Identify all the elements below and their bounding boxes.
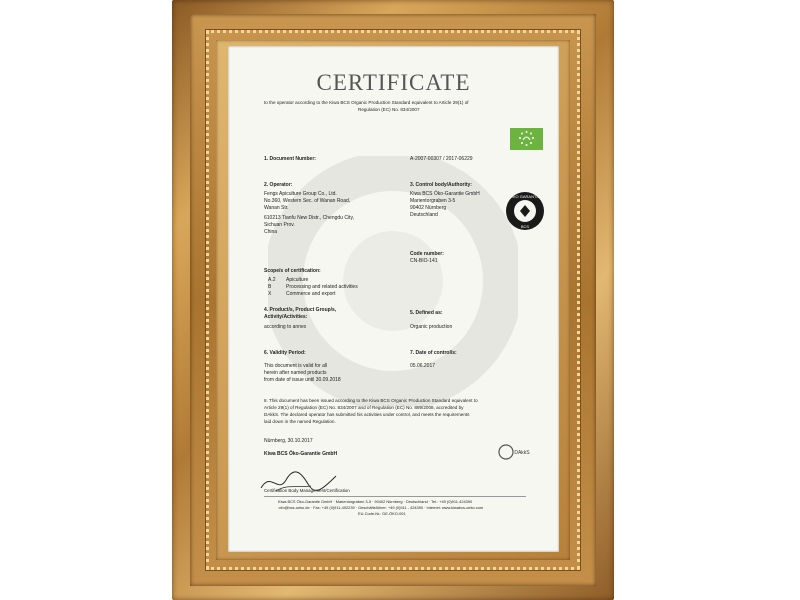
defined-as-label: 5. Defined as: <box>410 310 443 316</box>
subtitle-line-2: Regulation (EC) No. 834/2007 <box>358 107 420 112</box>
operator-line: China <box>264 229 278 235</box>
products-label-1: 4. Product/s, Product Group/s, <box>264 307 337 313</box>
operator-line: Wanan Str. <box>264 205 289 211</box>
control-date-label: 7. Date of control/s: <box>410 350 457 356</box>
scope-text: Commerce and export <box>286 291 336 297</box>
footer-divider <box>264 496 526 497</box>
code-number-value: CN-BIO-141 <box>410 258 438 264</box>
scope-code: X <box>268 291 272 297</box>
products-value: according to annex <box>264 324 307 330</box>
signature-caption: Certification Body Management/Certification <box>264 488 350 493</box>
seal-text: ÖKO GARANTIE <box>509 194 541 199</box>
control-date-value: 05.06.2017 <box>410 363 436 369</box>
eu-organic-logo <box>510 128 543 150</box>
control-body-line: 90402 Nürnberg <box>410 205 447 211</box>
oeko-garantie-seal <box>505 191 545 231</box>
doc-number-label: 1. Document Number: <box>264 156 316 162</box>
statement-line: laid down in the named Regulation. <box>264 419 336 424</box>
place-date: Nürnberg, 30.10.2017 <box>264 438 313 444</box>
operator-line: 610213 Tianfu New Distr., Chengdu City, <box>264 215 354 221</box>
scope-label: Scope/s of certification: <box>264 268 321 274</box>
footer-line: EU-Code-Nr.: DE-ÖKO-001 <box>358 511 406 516</box>
validity-line: herein after named products <box>264 370 327 376</box>
doc-number-value: A-2007-00307 / 2017-06229 <box>410 156 473 162</box>
dakks-accreditation-logo <box>498 442 536 462</box>
operator-line: Fengs Apiculture Group Co., Ltd. <box>264 191 337 197</box>
validity-line: This document is valid for all <box>264 363 328 369</box>
products-label-2: Activity/Activities: <box>264 314 308 320</box>
footer-line: Kiwa BCS Öko-Garantie GmbH · Marientorgraben 3-5 · 90402 Nürnberg · Deutschland · Tel.: +49 (0)911-424390 <box>278 499 473 504</box>
scope-text: Processing and related activities <box>286 284 358 290</box>
statement-line: Article 29(1) of Regulation (EC) No. 834/2007 and of Regulation (EC) No. 889/2008, accredited by <box>264 405 464 410</box>
validity-label: 6. Validity Period: <box>264 350 306 356</box>
certificate-title: CERTIFICATE <box>316 70 471 95</box>
control-body-label: 3. Control body/Authority: <box>410 182 472 188</box>
footer-line: :nfo@bcs-oeko.de · Fax: +49 (0)911-492239 · Geschäftsführer: +49 (0)911 - 424390 · Internet: www.kiwabcs-oeko.com <box>278 505 484 510</box>
code-number-label: Code number: <box>410 251 444 257</box>
validity-line: from date of issue until 30.09.2018 <box>264 377 341 383</box>
certificate-paper <box>228 46 559 552</box>
statement-line: DAkkS. The declared operator has submitted his activities under control, and meets the requirements <box>264 412 470 417</box>
control-body-line: Deutschland <box>410 212 438 218</box>
scope-code: B <box>268 284 272 290</box>
control-body-line: Kiwa BCS Öko-Garantie GmbH <box>410 191 480 197</box>
subtitle-line-1: to the operator according to the Kiwa BCS Organic Production Standard equivalent to Article 29(1) of <box>264 100 469 105</box>
seal-bottom-text: BCS <box>520 224 530 229</box>
operator-line: No.360, Western Sec. of Wanan Road, <box>264 198 351 204</box>
scope-text: Apiculture <box>286 277 309 283</box>
scope-code: A.2 <box>268 277 276 283</box>
operator-label: 2. Operator: <box>264 182 293 188</box>
operator-line: Sichuan Prov. <box>264 222 295 228</box>
statement-line: 8. This document has been issued according to the Kiwa BCS Organic Production Standard equivalent to <box>264 398 478 403</box>
issuer-name: Kiwa BCS Öko-Garantie GmbH <box>264 451 338 457</box>
dakks-text: DAkkS <box>514 450 530 456</box>
defined-as-value: Organic production <box>410 324 453 330</box>
control-body-line: Marientorgraben 3-5 <box>410 198 456 204</box>
